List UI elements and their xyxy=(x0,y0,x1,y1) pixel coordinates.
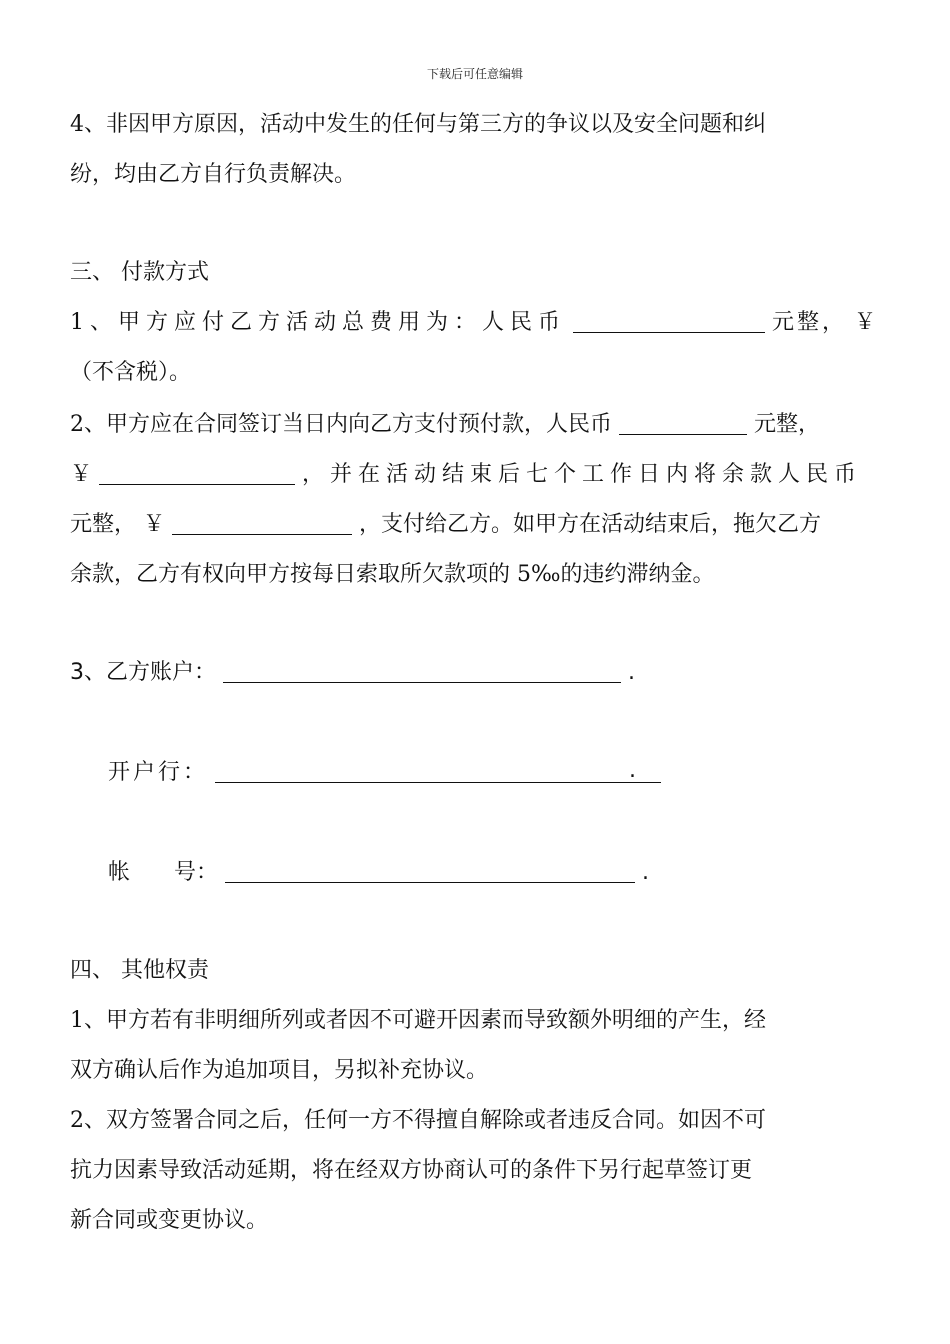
yen-symbol: ￥ xyxy=(70,462,93,487)
total-fee-label: 1、甲方应付乙方活动总费用为：人民币 xyxy=(70,310,566,335)
bank-blank[interactable] xyxy=(215,758,661,783)
page-header: 下载后可任意编辑 xyxy=(426,67,523,81)
balance-yen-blank[interactable] xyxy=(172,510,352,535)
payment-clause-2-line-4: 余款，乙方有权向甲方按每日索取所欠款项的 5‰的违约滞纳金。 xyxy=(70,562,715,587)
payment-clause-2-line-1 xyxy=(70,410,820,440)
account-line xyxy=(70,658,635,688)
prepayment-amount-blank[interactable] xyxy=(619,410,747,435)
rights-clause-2-line-1: 2、双方签署合同之后，任何一方不得擅自解除或者违反合同。如因不可 xyxy=(70,1108,766,1133)
account-number-blank[interactable] xyxy=(225,858,635,883)
yen-symbol: ￥ xyxy=(143,512,166,537)
bank-line xyxy=(108,758,661,788)
payment-clause-2-line-3 xyxy=(70,510,821,540)
prepayment-label: 2、甲方应在合同签订当日内向乙方支付预付款，人民币 xyxy=(70,412,612,437)
account-number-line xyxy=(108,858,649,888)
account-number-label-b: 号： xyxy=(174,860,219,885)
account-number-label-a: 帐 xyxy=(108,860,131,885)
total-fee-unit: 元整， xyxy=(772,310,848,335)
account-dot: . xyxy=(628,660,635,685)
clause-4-line-1: 4、非因甲方原因，活动中发生的任何与第三方的争议以及安全问题和纠 xyxy=(70,112,766,137)
rights-clause-2-line-2: 抗力因素导致活动延期，将在经双方协商认可的条件下另行起草签订更 xyxy=(70,1158,753,1183)
account-label: 3、乙方账户： xyxy=(70,660,216,685)
section-4-title: 四、 其他权责 xyxy=(70,958,209,983)
rights-clause-1-line-2: 双方确认后作为追加项目，另拟补充协议。 xyxy=(70,1058,489,1083)
payment-clause-2-line-2 xyxy=(70,460,862,490)
balance-label: ，并在活动结束后七个工作日内将余款人民币 xyxy=(302,462,863,487)
bank-dot: . xyxy=(629,758,637,783)
payment-clause-1-line-1 xyxy=(70,308,876,338)
bank-label: 开户行： xyxy=(108,760,209,785)
section-3-title: 三、 付款方式 xyxy=(70,260,209,285)
yen-symbol: ￥ xyxy=(854,310,877,335)
total-fee-amount-blank[interactable] xyxy=(573,308,765,333)
clause-4-line-2: 纷，均由乙方自行负责解决。 xyxy=(70,162,357,187)
prepayment-unit: 元整， xyxy=(754,412,821,437)
balance-text: ，支付给乙方。如甲方在活动结束后，拖欠乙方 xyxy=(359,512,822,537)
payment-clause-1-line-2: （不含税）。 xyxy=(70,360,192,385)
account-blank[interactable] xyxy=(223,658,621,683)
rights-clause-1-line-1: 1、甲方若有非明细所列或者因不可避开因素而导致额外明细的产生，经 xyxy=(70,1008,766,1033)
rights-clause-2-line-3: 新合同或变更协议。 xyxy=(70,1208,269,1233)
account-number-dot: . xyxy=(642,860,650,885)
prepayment-yen-blank[interactable] xyxy=(99,460,295,485)
balance-unit: 元整， xyxy=(70,512,137,537)
